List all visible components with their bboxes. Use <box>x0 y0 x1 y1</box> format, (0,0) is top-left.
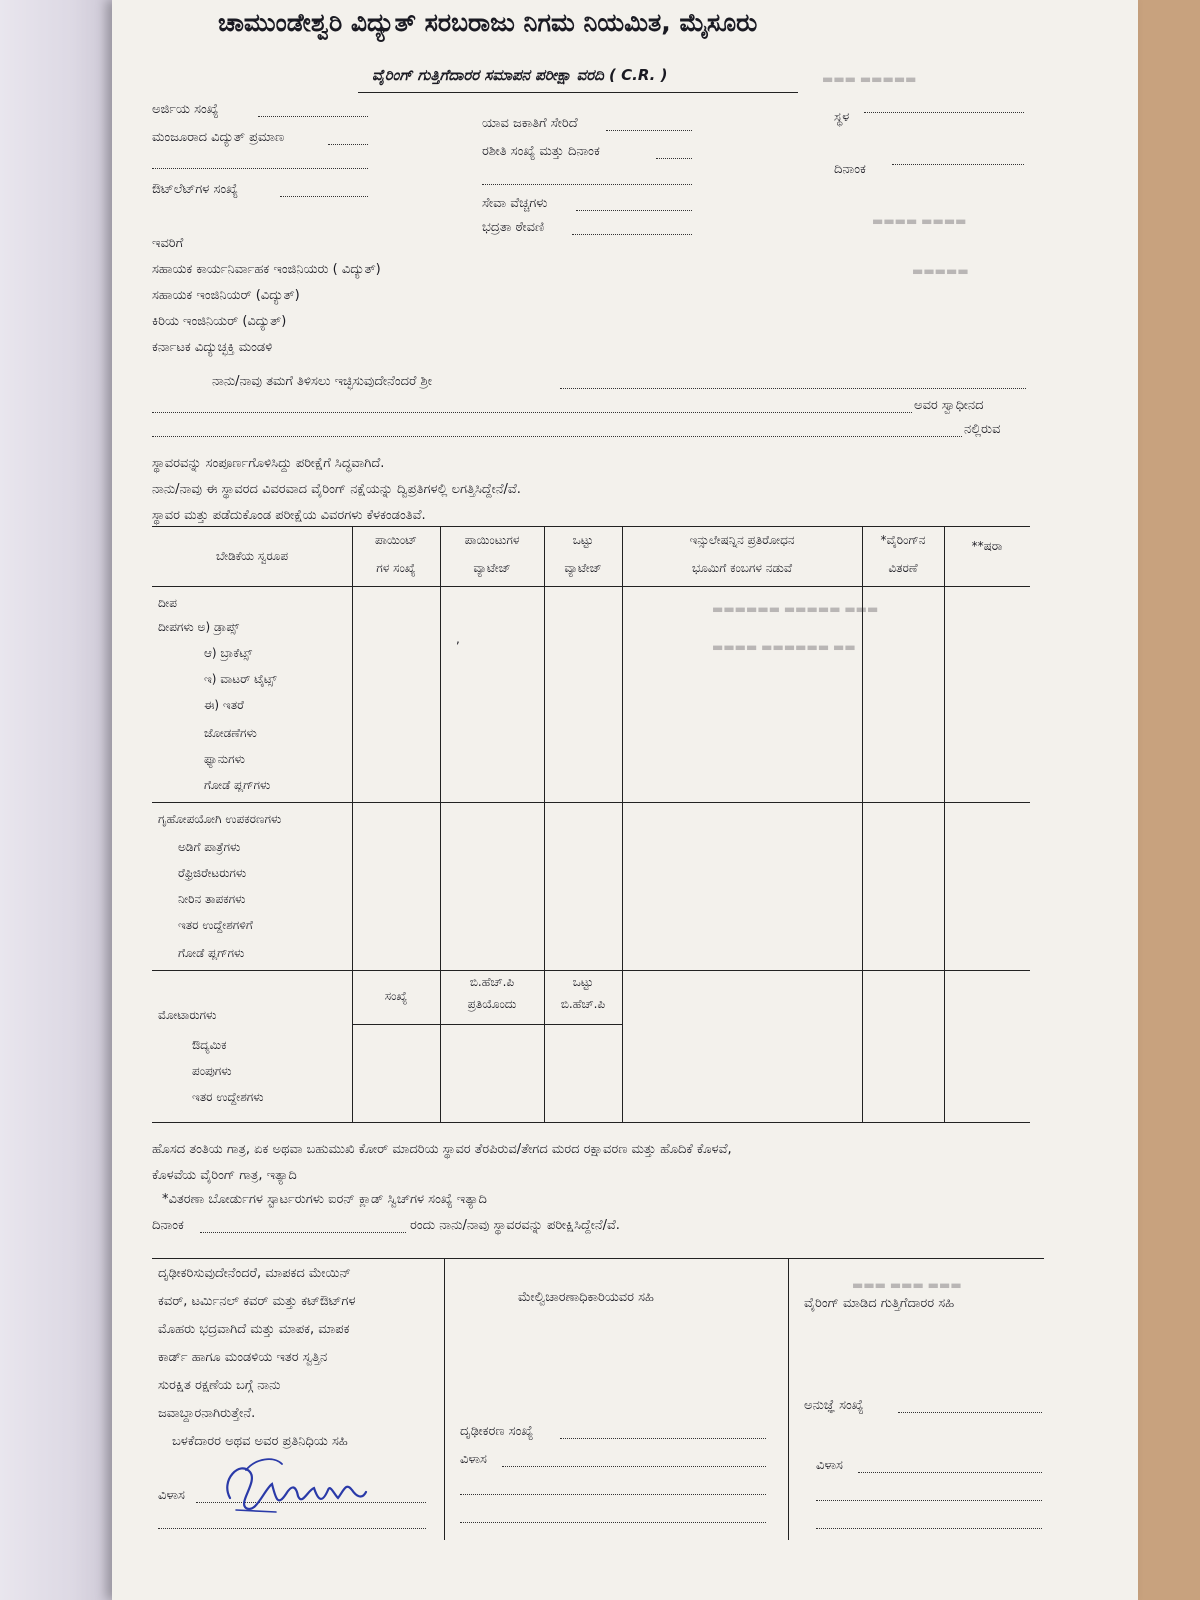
consumer-signature-label: ಬಳಕೆದಾರರ ಅಥವ ಅವರ ಪ್ರತಿನಿಧಿಯ ಸಹಿ <box>172 1434 348 1449</box>
lights-title: ದೀಪ <box>158 596 177 610</box>
form-subtitle: ವೈರಿಂಗ್ ಗುತ್ತಿಗೆದಾರರ ಸಮಾಪನ ಪರೀಕ್ಷಾ ವರದಿ ( C.R. ) <box>372 66 668 84</box>
table-rule <box>152 802 1030 803</box>
col-total-header: ಒಟ್ಟು <box>572 533 594 547</box>
subtitle-underline <box>358 92 798 93</box>
license-no-field[interactable] <box>898 1412 1042 1413</box>
lights-item: ಗೋಡೆ ಪ್ಲಗ್‌ಗಳು <box>204 778 271 792</box>
table-rule <box>544 526 545 1122</box>
form-title: ಚಾಮುಂಡೇಶ್ವರಿ ವಿದ್ಯುತ್ ಸರಬರಾಜು ನಿಗಮ ನಿಯಮಿತ, ಮೈಸೂರು <box>218 8 758 37</box>
application-no-label: ಅರ್ಜಿಯ ಸಂಖ್ಯೆ <box>152 102 219 117</box>
col-insulation-header-2: ಭೂಮಿಗೆ ಕಂಬಗಳ ನಡುವೆ <box>691 561 793 575</box>
motor-hp-total-header: ಒಟ್ಟು <box>572 975 594 989</box>
col-watts-header-2: ವ್ಯಾಟೇಜ್ <box>473 561 511 575</box>
receipt-field[interactable] <box>656 158 692 159</box>
name-field[interactable] <box>560 388 1026 389</box>
facing-page <box>0 0 120 1600</box>
appliances-title: ಗೃಹೋಪಯೋಗಿ ಉಪಕರಣಗಳು <box>158 812 282 826</box>
table-rule <box>352 1024 622 1025</box>
signature-divider <box>788 1258 789 1540</box>
declaration-line: ಮೊಹರು ಭದ್ರವಾಗಿದೆ ಮತ್ತು ಮಾಪಕ, ಮಾಪಕ <box>158 1322 350 1337</box>
motors-item: ಪಂಪುಗಳು <box>192 1064 232 1078</box>
appliances-item: ಗೋಡೆ ಪ್ಲಗ್‌ಗಳು <box>178 946 245 960</box>
pen-mark: , <box>456 632 460 646</box>
col-wiring-header: *ವೈರಿಂಗ್‌ನ <box>880 533 926 547</box>
lights-item: ಈ) ಇತರೆ <box>204 698 244 712</box>
motor-count-header: ಸಂಖ್ಯೆ <box>384 989 408 1003</box>
declaration-line: ಕವರ್, ಟರ್ಮಿನಲ್ ಕವರ್ ಮತ್ತು ಕಟ್‌ಔಟ್‌ಗಳ <box>158 1294 356 1309</box>
place-label: ಸ್ಥಳ <box>834 110 850 125</box>
contractor-address-field[interactable] <box>858 1472 1042 1473</box>
bleed-through-text: ▬▬▬ ▬▬▬▬▬ <box>822 72 917 86</box>
supervisor-address-label: ವಿಳಾಸ <box>460 1452 487 1467</box>
declaration-line: ದೃಢೀಕರಿಸುವುದೇನೆಂದರೆ, ಮಾಪಕದ ಮೇಯಿನ್ <box>158 1266 351 1281</box>
motors-item: ಔದ್ಯಮಿಕ <box>192 1038 227 1052</box>
col-points-header: ಪಾಯಿಂಟ್ <box>375 533 417 547</box>
certificate-no-label: ದೃಢೀಕರಣ ಸಂಖ್ಯೆ <box>460 1424 534 1439</box>
motor-hp-each-header: ಬಿ.ಹೆಚ್.ಪಿ <box>469 975 515 989</box>
col-insulation-header: ಇನ್ಸುಲೇಷನ್ನಿನ ಪ್ರತಿರೋಧನ <box>689 533 795 547</box>
date-field[interactable] <box>892 164 1024 165</box>
table-rule <box>152 970 1030 971</box>
declaration-line: ಜವಾಬ್ದಾರನಾಗಿರುತ್ತೇನೆ. <box>158 1406 256 1421</box>
contractor-address-field-line3[interactable] <box>816 1528 1042 1529</box>
lights-item: ಆ) ಬ್ರಾಕೆಟ್ಸ್ <box>204 646 253 660</box>
col-wiring-header-2: ವಿತರಣೆ <box>888 561 918 575</box>
motors-item: ಇತರ ಉದ್ದೇಶಗಳು <box>192 1090 264 1104</box>
declaration-line: ಸುರಕ್ಷಿತ ರಕ್ಷಣೆಯ ಬಗ್ಗೆ ನಾನು <box>158 1378 281 1393</box>
consumer-address-label: ವಿಳಾಸ <box>158 1488 185 1503</box>
bleed-through-text: ▬▬▬▬▬▬ ▬▬▬▬▬ ▬▬▬ <box>712 602 879 616</box>
contractor-address-label: ವಿಳಾಸ <box>816 1458 843 1473</box>
col-remarks-header: **ಷರಾ <box>971 539 1003 553</box>
location-field[interactable] <box>152 436 962 437</box>
col-watts-header: ಪಾಯಿಂಟುಗಳ <box>464 533 520 547</box>
bleed-through-text: ▬▬▬▬ ▬▬▬▬ <box>872 214 967 228</box>
signature-section-rule <box>152 1258 1044 1259</box>
possession-text: ಅವರ ಸ್ವಾಧೀನದ <box>914 398 984 413</box>
certificate-no-field[interactable] <box>560 1438 766 1439</box>
license-no-label: ಅನುಜ್ಞೆ ಸಂಖ್ಯೆ <box>804 1398 864 1413</box>
addressee-line: ಸಹಾಯಕ ಕಾರ್ಯನಿರ್ವಾಹಕ ಇಂಜಿನಿಯರು ( ವಿದ್ಯುತ್) <box>152 262 381 277</box>
lights-item: ಫ್ಯಾನುಗಳು <box>204 752 245 766</box>
bleed-through-text: ▬▬▬▬ ▬▬▬▬▬▬ ▬▬ <box>712 640 856 654</box>
col-total-header-2: ವ್ಯಾಟೇಜ್ <box>564 561 602 575</box>
bleed-through-text: ▬▬▬▬▬ <box>912 264 969 278</box>
motor-hp-total-header-2: ಬಿ.ಹೆಚ್.ಪಿ <box>560 997 606 1011</box>
paragraph-2: ನಾನು/ನಾವು ಈ ಸ್ಥಾವರದ ವಿವರವಾದ ವೈರಿಂಗ್ ನಕ್ಷೆಯನ್ನು ದ್ವಿಪ್ರತಿಗಳಲ್ಲಿ ಲಗತ್ತಿಸಿದ್ದೇನೆ/ವೆ. <box>152 482 521 497</box>
sanctioned-load-label: ಮಂಜೂರಾದ ವಿದ್ಯುತ್ ಪ್ರಮಾಣ <box>152 130 285 145</box>
consumer-address-field-line2[interactable] <box>158 1528 426 1529</box>
service-charges-label: ಸೇವಾ ವೆಚ್ಚಗಳು <box>482 196 548 211</box>
addressee-line: ಸಹಾಯಕ ಇಂಜಿನಿಯರ್ (ವಿದ್ಯುತ್) <box>152 288 300 303</box>
appliances-item: ಇತರ ಉದ್ದೇಶಗಳಿಗೆ <box>178 918 253 932</box>
signature-divider <box>444 1258 445 1540</box>
supervisor-address-field-line3[interactable] <box>460 1522 766 1523</box>
footer-date-label: ದಿನಾಂಕ <box>152 1218 184 1233</box>
security-deposit-field[interactable] <box>572 234 692 235</box>
addressee-line: ಕರ್ನಾಟಕ ವಿದ್ಯುಚ್ಛಕ್ತಿ ಮಂಡಳಿ <box>152 340 273 355</box>
col-points-header-2: ಗಳ ಸಂಖ್ಯೆ <box>376 561 416 575</box>
table-rule <box>622 526 623 1122</box>
application-no-field[interactable] <box>258 116 368 117</box>
contractor-signature-label: ವೈರಿಂಗ್ ಮಾಡಿದ ಗುತ್ತಿಗೆದಾರರ ಸಹಿ <box>804 1296 955 1311</box>
possession-field[interactable] <box>152 412 912 413</box>
sanctioned-load-field[interactable] <box>328 144 368 145</box>
addressee-to: ಇವರಿಗೆ <box>152 236 184 251</box>
table-rule <box>352 526 353 1122</box>
paragraph-3: ಸ್ಥಾವರ ಮತ್ತು ಪಡೆದುಕೊಂಡ ಪರೀಕ್ಷೆಯ ವಿವರಗಳು ಕೆಳಕಂಡಂತಿವೆ. <box>152 508 426 523</box>
place-field[interactable] <box>864 112 1024 113</box>
table-rule <box>440 526 441 1122</box>
date-label: ದಿನಾಂಕ <box>834 162 866 177</box>
paragraph-1: ಸ್ಥಾವರವನ್ನು ಸಂಪೂರ್ಣಗೊಳಿಸಿದ್ದು ಪರೀಕ್ಷೆಗೆ ಸಿದ್ಧವಾಗಿದೆ. <box>152 456 385 471</box>
declaration-line: ಕಾರ್ಡ್ ಹಾಗೂ ಮಂಡಳಿಯ ಇತರ ಸ್ವತ್ತಿನ <box>158 1350 328 1365</box>
appliances-item: ನೀರಿನ ತಾಪಕಗಳು <box>178 892 246 906</box>
test-date-field[interactable] <box>200 1232 406 1233</box>
form-page <box>112 0 1138 1600</box>
outlets-count-label: ಔಟ್‌ಲೆಟ್‌ಗಳ ಸಂಖ್ಯೆ <box>152 182 238 197</box>
receipt-field-line2[interactable] <box>482 184 692 185</box>
category-field[interactable] <box>606 130 692 131</box>
supervisor-signature-label: ಮೇಲ್ವಿಚಾರಣಾಧಿಕಾರಿಯವರ ಸಹಿ <box>518 1290 654 1305</box>
category-label: ಯಾವ ಜಕಾತಿಗೆ ಸೇರಿದೆ <box>482 116 578 131</box>
security-deposit-label: ಭದ್ರತಾ ಠೇವಣಿ <box>482 220 545 235</box>
lights-item: ಇ) ವಾಟರ್ ಟೈಟ್ಸ್ <box>204 672 277 686</box>
motor-hp-each-header-2: ಪ್ರತಿಯೊಂದು <box>467 997 517 1011</box>
table-rule <box>152 1122 1030 1123</box>
addressee-line: ಕಿರಿಯ ಇಂಜಿನಿಯರ್ (ವಿದ್ಯುತ್) <box>152 314 287 329</box>
lights-item: ದೀಪಗಳು ಅ) ಡ್ರಾಪ್ಸ್ <box>158 620 240 634</box>
lights-item: ಜೋಡಣೆಗಳು <box>204 726 257 740</box>
table-rule <box>862 526 863 1122</box>
contractor-address-field-line2[interactable] <box>816 1500 1042 1501</box>
supervisor-address-field-line2[interactable] <box>460 1494 766 1495</box>
footer-note-2: ಕೊಳವೆಯ ವೈರಿಂಗ್ ಗಾತ್ರ, ಇತ್ಯಾದಿ <box>152 1168 297 1183</box>
supervisor-address-field[interactable] <box>502 1466 766 1467</box>
appliances-item: ರೆಫ್ರಿಜಿರೇಟರುಗಳು <box>178 866 247 880</box>
table-rule <box>152 586 1030 587</box>
table-rule <box>152 526 1030 527</box>
intro-text: ನಾನು/ನಾವು ತಮಗೆ ತಿಳಿಸಲು ಇಚ್ಛಿಸುವುದೇನೆಂದರೆ ಶ್ರೀ <box>212 374 432 389</box>
outlets-count-field[interactable] <box>280 196 368 197</box>
receipt-label: ರಶೀತಿ ಸಂಖ್ಯೆ ಮತ್ತು ದಿನಾಂಕ <box>482 144 600 159</box>
motors-title: ಮೋಟಾರುಗಳು <box>158 1008 217 1022</box>
consumer-signature <box>216 1450 376 1520</box>
sanctioned-load-field-line2[interactable] <box>152 168 368 169</box>
col-nature-header: ಬೇಡಿಕೆಯ ಸ್ವರೂಪ <box>215 549 289 563</box>
located-text: ನಲ್ಲಿರುವ <box>964 422 1001 437</box>
bleed-through-text: ▬▬▬ ▬▬▬ ▬▬▬ <box>852 1278 962 1292</box>
footer-note-3: *ವಿತರಣಾ ಬೋರ್ಡುಗಳ ಸ್ಟಾರ್ಟರುಗಳು ಐರನ್ ಕ್ಲಾಡ್ ಸ್ವಿಚ್‌ಗಳ ಸಂಖ್ಯೆ ಇತ್ಯಾದಿ <box>162 1192 487 1207</box>
footer-note-1: ಹೊಸದ ತಂತಿಯ ಗಾತ್ರ, ಏಕ ಅಥವಾ ಬಹುಮುಖಿ ಕೋರ್ ಮಾದರಿಯ ಸ್ಥಾವರ ತೆರಪಿರುವ/ತೇಗದ ಮರದ ರಕ್ಷಾವರಣ ಮತ್ತು ಹೊದಿಕೆ ಕೊಳವೆ, <box>152 1142 732 1157</box>
footer-date-tail: ರಂದು ನಾನು/ನಾವು ಸ್ಥಾವರವನ್ನು ಪರೀಕ್ಷಿಸಿದ್ದೇನೆ/ವೆ. <box>410 1218 620 1233</box>
table-rule <box>944 526 945 1122</box>
appliances-item: ಅಡಿಗೆ ಪಾತ್ರೆಗಳು <box>178 840 241 854</box>
service-charges-field[interactable] <box>576 210 692 211</box>
